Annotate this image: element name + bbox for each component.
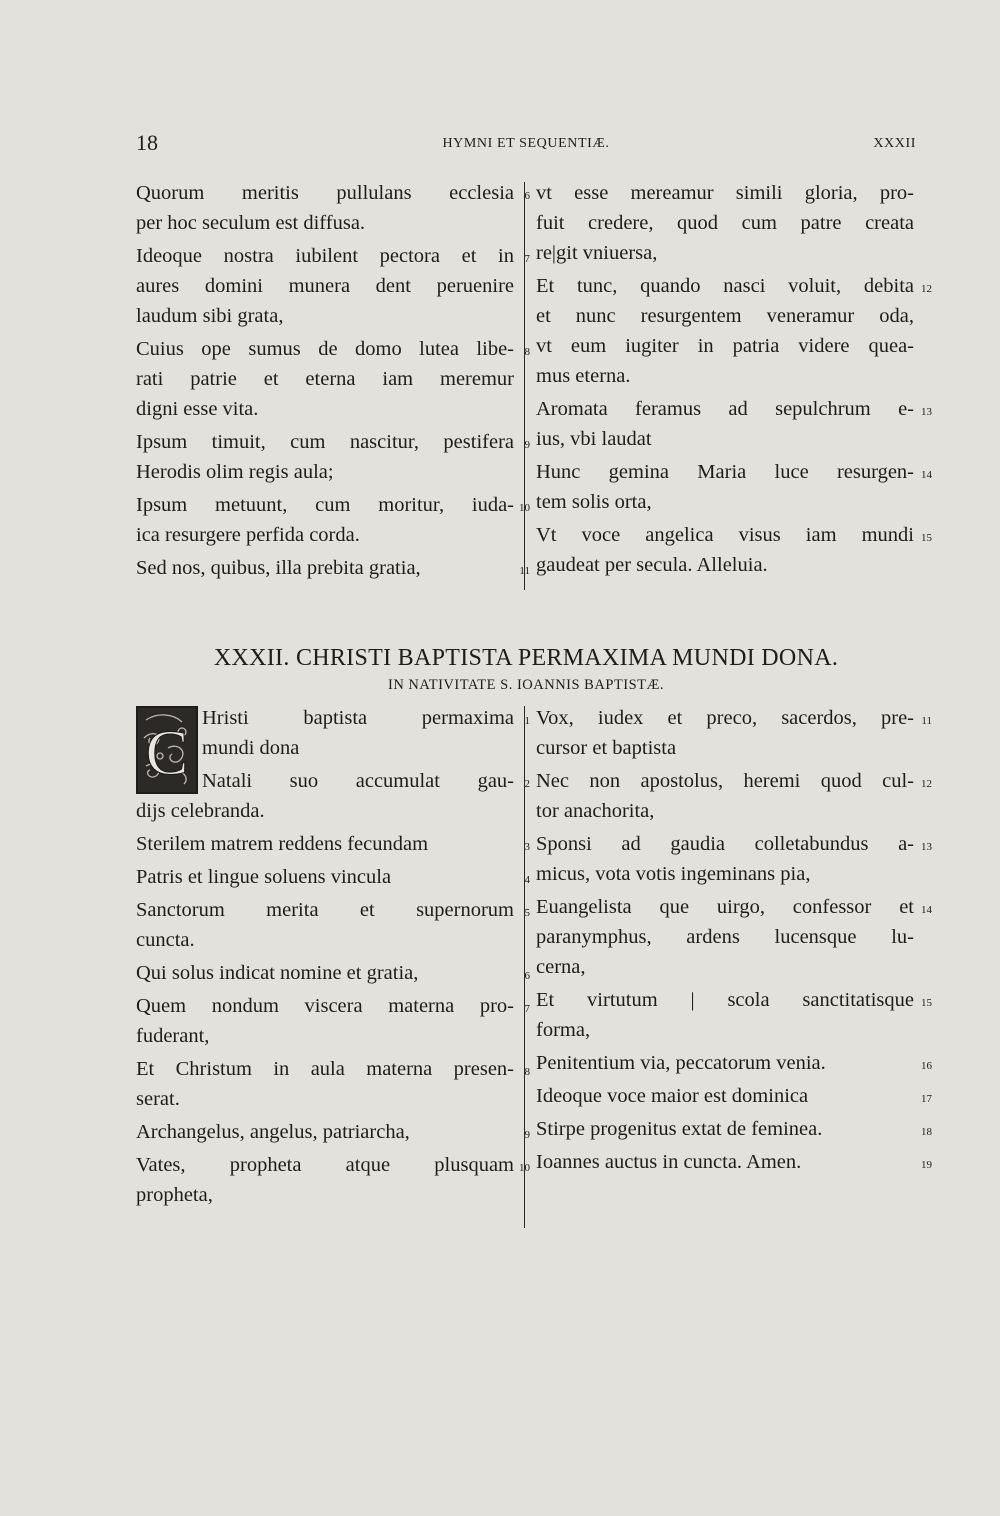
verse — [136, 490, 530, 550]
verse — [536, 1048, 932, 1078]
verse-line: cerna, — [536, 956, 586, 978]
top-right-column — [536, 178, 932, 583]
verse-line: Patris et lingue soluens vincula — [136, 866, 392, 888]
verse-number: 17 — [921, 1093, 932, 1105]
verse-line: Natali suo accumulat gau- — [202, 770, 514, 792]
verse-line: Hristi baptista permaxima — [202, 707, 514, 729]
verse-number: 18 — [921, 1126, 932, 1138]
verse-line: rati patrie et eterna iam meremur — [136, 368, 514, 390]
verse-line: Ideoque voce maior est dominica — [536, 1085, 809, 1107]
verse-number: 2 — [524, 778, 530, 790]
verse-line: paranymphus, ardens lucensque lu- — [536, 926, 914, 948]
verse-line: Nec non apostolus, heremi quod cul- — [536, 770, 914, 792]
verse-line: Et virtutum | scola sanctitatisque — [536, 989, 914, 1011]
verse-line: Sponsi ad gaudia colletabundus a- — [536, 833, 914, 855]
verse-number: 14 — [921, 469, 932, 481]
verse-line: Cuius ope sumus de domo lutea libe- — [136, 338, 514, 360]
verse-line: Sed nos, quibus, illa prebita gratia, — [136, 557, 421, 579]
verse-number: 6 — [524, 970, 530, 982]
verse-line: Vox, iudex et preco, sacerdos, pre- — [536, 707, 914, 729]
verse-number: 10 — [519, 502, 530, 514]
verse-line: Hunc gemina Maria luce resurgen- — [536, 461, 914, 483]
verse-number: 13 — [921, 841, 932, 853]
verse-line: tem solis orta, — [536, 491, 652, 513]
verse-number: 9 — [524, 1129, 530, 1141]
verse — [536, 1081, 932, 1111]
verse-line: Archangelus, angelus, patriarcha, — [136, 1121, 410, 1143]
verse-number: 16 — [921, 1060, 932, 1072]
verse-line: aures domini munera dent peruenire — [136, 275, 514, 297]
verse — [536, 271, 932, 391]
verse-line: ius, vbi laudat — [536, 428, 652, 450]
verse — [536, 892, 932, 982]
verse-line: cursor et baptista — [536, 737, 677, 759]
verse-line: ica resurgere perfida corda. — [136, 524, 360, 546]
verse-line: fuit credere, quod cum patre creata — [536, 212, 914, 234]
verse — [536, 1114, 932, 1144]
verse-line: Ideoque nostra iubilent pectora et in — [136, 245, 514, 267]
verse — [136, 862, 530, 892]
verse — [136, 1054, 530, 1114]
top-left-column — [136, 178, 530, 586]
verse-line: Stirpe progenitus extat de feminea. — [536, 1118, 823, 1140]
verse-line: Sanctorum merita et supernorum — [136, 899, 514, 921]
verse-number: 14 — [921, 904, 932, 916]
verse-line: Penitentium via, peccatorum venia. — [536, 1052, 826, 1074]
verse-number: 19 — [921, 1159, 932, 1171]
verse-number: 13 — [921, 406, 932, 418]
verse-line: Et Christum in aula materna presen- — [136, 1058, 514, 1080]
verse-line: Et tunc, quando nasci voluit, debita — [536, 275, 914, 297]
verse-line: per hoc seculum est diffusa. — [136, 212, 366, 234]
verse-number: 7 — [524, 253, 530, 265]
verse-line: Quem nondum viscera materna pro- — [136, 995, 514, 1017]
verse-line: vt eum iugiter in patria videre quea- — [536, 335, 914, 357]
verse-line: serat. — [136, 1088, 180, 1110]
verse-number: 12 — [921, 778, 932, 790]
verse-line: Herodis olim regis aula; — [136, 461, 334, 483]
verse-line: digni esse vita. — [136, 398, 259, 420]
verse-number: 11 — [921, 715, 932, 727]
verse-line: Ipsum metuunt, cum moritur, iuda- — [136, 494, 514, 516]
verse-line: Ipsum timuit, cum nascitur, pestifera — [136, 431, 514, 453]
hymn-title: XXXII. CHRISTI BAPTISTA PERMAXIMA MUNDI DONA. — [213, 645, 839, 671]
verse — [536, 766, 932, 826]
verse — [536, 457, 932, 517]
verse-number: 12 — [921, 283, 932, 295]
verse — [536, 703, 932, 763]
verse-line: fuderant, — [136, 1025, 210, 1047]
page-number: 18 — [136, 130, 158, 155]
verse — [136, 1150, 530, 1210]
initial-letter: C — [145, 717, 189, 788]
verse-line: mus eterna. — [536, 365, 631, 387]
verse — [136, 1117, 530, 1147]
verse — [536, 1147, 932, 1177]
verse — [136, 991, 530, 1051]
verse — [136, 895, 530, 955]
verse-line: Vt voce angelica visus iam mundi — [536, 524, 914, 546]
hymn-left-column — [136, 703, 530, 1213]
verse-number: 15 — [921, 532, 932, 544]
verse-line: dijs celebranda. — [136, 800, 265, 822]
verse — [536, 178, 914, 268]
verse-number: 7 — [524, 1003, 530, 1015]
verse-number: 8 — [524, 1066, 530, 1078]
verse-line: laudum sibi grata, — [136, 305, 284, 327]
verse-number: 15 — [921, 997, 932, 1009]
verse — [536, 985, 932, 1045]
verse-line: propheta, — [136, 1184, 213, 1206]
verse-line: Ioannes auctus in cuncta. Amen. — [536, 1151, 802, 1173]
verse — [136, 958, 530, 988]
verse — [136, 178, 530, 238]
verse — [136, 703, 530, 763]
verse-line: tor anachorita, — [536, 800, 655, 822]
verse — [136, 553, 530, 583]
verse-line: mundi dona — [202, 737, 300, 759]
verse — [536, 520, 932, 580]
verse-line: cuncta. — [136, 929, 195, 951]
verse-line: Aromata feramus ad sepulchrum e- — [536, 398, 914, 420]
verse-line: re|git vniuersa, — [536, 242, 658, 264]
verse-line: vt esse mereamur simili gloria, pro- — [536, 182, 914, 204]
section-number: XXXII — [873, 136, 916, 151]
verse-line: gaudeat per secula. Alleluia. — [536, 554, 768, 576]
verse-line: Vates, propheta atque plusquam — [136, 1154, 514, 1176]
verse — [536, 394, 932, 454]
verse — [136, 427, 530, 487]
verse-number: 6 — [524, 190, 530, 202]
verse-line: Sterilem matrem reddens fecundam — [136, 833, 429, 855]
verse-number: 9 — [524, 439, 530, 451]
verse-line: forma, — [536, 1019, 591, 1041]
verse-number: 5 — [524, 907, 530, 919]
verse-number: 4 — [524, 874, 530, 886]
verse-line: Quorum meritis pullulans ecclesia — [136, 182, 514, 204]
verse-number: 10 — [519, 1162, 530, 1174]
verse-line: Euangelista que uirgo, confessor et — [536, 896, 914, 918]
verse — [136, 829, 530, 859]
verse-line: Qui solus indicat nomine et gratia, — [136, 962, 419, 984]
verse-number: 8 — [524, 346, 530, 358]
verse — [536, 829, 932, 889]
running-head — [136, 130, 916, 160]
verse — [136, 334, 530, 424]
verse-number: 1 — [524, 715, 530, 727]
verse-number: 3 — [524, 841, 530, 853]
verse — [136, 766, 530, 826]
verse-number: 11 — [519, 565, 530, 577]
verse-line: micus, vota votis ingeminans pia, — [536, 863, 811, 885]
verse-line: et nunc resurgentem veneramur oda, — [536, 305, 914, 327]
hymn-right-column — [536, 703, 932, 1180]
verse — [136, 241, 530, 331]
hymn-subtitle: IN NATIVITATE S. IOANNIS BAPTISTÆ. — [387, 677, 665, 693]
running-title: HYMNI ET SEQUENTIÆ. — [442, 136, 610, 151]
